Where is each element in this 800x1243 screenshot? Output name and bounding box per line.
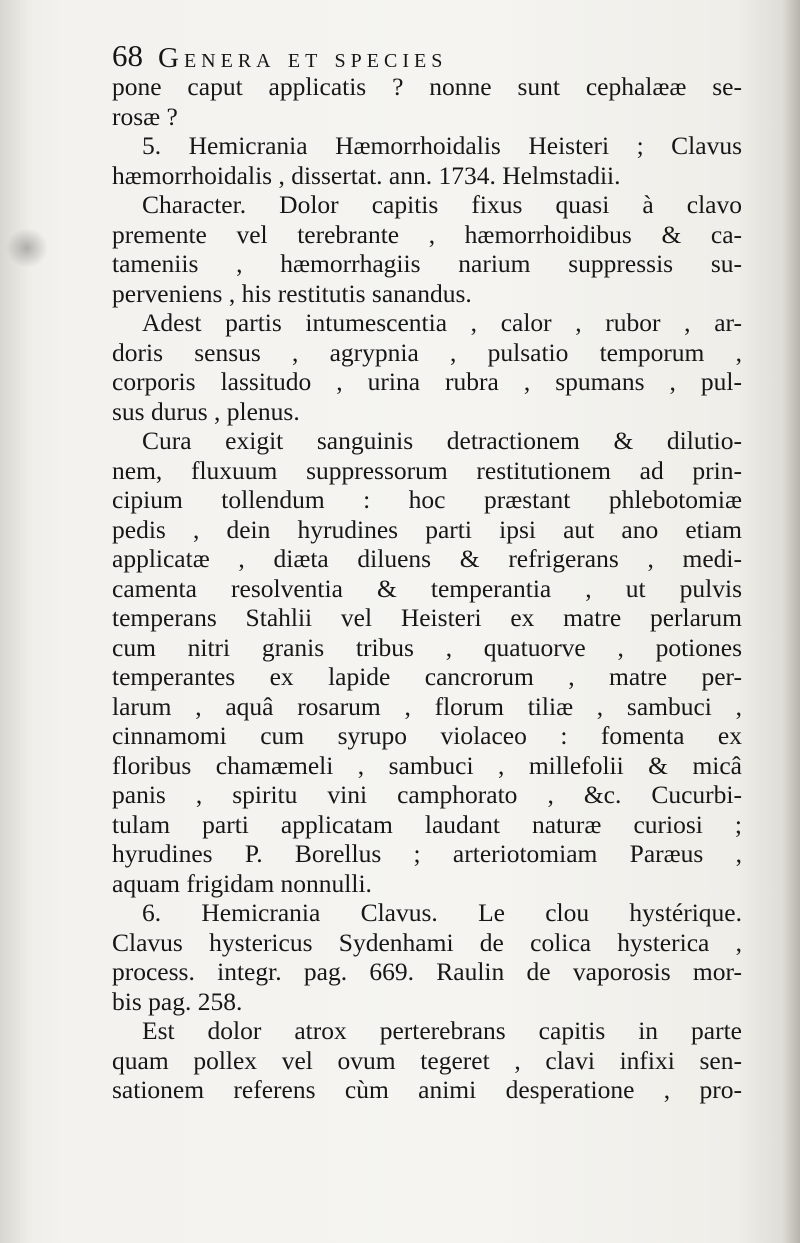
text-line: rosæ ? xyxy=(112,101,178,131)
text-line: quam pollex vel ovum tegeret , clavi infixi sen- xyxy=(112,1045,742,1075)
text-line: nem, fluxuum suppressorum restitutionem ad prin- xyxy=(112,455,742,485)
ink-smudge xyxy=(6,228,48,268)
text-line: premente vel terebrante , hæmorrhoidibus & ca- xyxy=(112,219,742,249)
text-line: doris sensus , agrypnia , pulsatio temporum , xyxy=(112,337,742,367)
text-line: sationem referens cùm animi desperatione , pro- xyxy=(112,1075,742,1104)
text-line: tameniis , hæmorrhagiis narium suppressis su- xyxy=(112,249,742,278)
text-line: Est dolor atrox perterebrans capitis in parte xyxy=(142,1016,742,1045)
text-line: applicatæ , diæta diluens & refrigerans , medi- xyxy=(112,544,742,573)
text-line: perveniens , his restitutis sanandus. xyxy=(112,278,472,308)
text-line: process. integr. pag. 669. Raulin de vaporosis mor- xyxy=(112,957,742,986)
text-line: floribus chamæmeli , sambuci , millefolii & micâ xyxy=(112,750,742,780)
text-line: temperans Stahlii vel Heisteri ex matre perlarum xyxy=(112,603,742,632)
text-line: cipium tollendum : hoc præstant phlebotomiæ xyxy=(112,485,742,514)
running-title: Genera et species xyxy=(158,42,448,74)
text-line: Character. Dolor capitis fixus quasi à clavo xyxy=(142,190,742,219)
body-text xyxy=(112,72,742,1105)
text-line: pone caput applicatis ? nonne sunt cephalææ se- xyxy=(112,72,742,101)
text-line: bis pag. 258. xyxy=(112,986,243,1016)
text-line: Adest partis intumescentia , calor , rubor , ar- xyxy=(142,308,742,337)
page-header xyxy=(112,36,752,76)
text-line: aquam frigidam nonnulli. xyxy=(112,868,372,898)
text-line: pedis , dein hyrudines parti ipsi aut ano etiam xyxy=(112,514,742,544)
text-line: cinnamomi cum syrupo violaceo : fomenta ex xyxy=(112,721,742,750)
text-line: hyrudines P. Borellus ; arteriotomiam Paræus , xyxy=(112,839,742,868)
text-line: camenta resolventia & temperantia , ut pulvis xyxy=(112,573,742,603)
text-line: 6. Hemicrania Clavus. Le clou hystérique. xyxy=(142,898,742,927)
text-line: Cura exigit sanguinis detractionem & dilutio- xyxy=(142,426,742,455)
text-line: panis , spiritu vini camphorato , &c. Cucurbi- xyxy=(112,780,742,809)
text-line: corporis lassitudo , urina rubra , spumans , pul- xyxy=(112,367,742,396)
text-line: 5. Hemicrania Hæmorrhoidalis Heisteri ; Clavus xyxy=(142,131,742,160)
text-line: tulam parti applicatam laudant naturæ curiosi ; xyxy=(112,809,742,839)
text-line: hæmorrhoidalis , dissertat. ann. 1734. Helmstadii. xyxy=(112,160,621,190)
text-line: Clavus hystericus Sydenhami de colica hysterica , xyxy=(112,927,742,957)
text-line: cum nitri granis tribus , quatuorve , potiones xyxy=(112,632,742,662)
text-line: temperantes ex lapide cancrorum , matre per- xyxy=(112,662,742,691)
page-number: 68 xyxy=(112,38,143,73)
text-line: larum , aquâ rosarum , florum tiliæ , sambuci , xyxy=(112,691,742,721)
text-line: sus durus , plenus. xyxy=(112,396,300,426)
